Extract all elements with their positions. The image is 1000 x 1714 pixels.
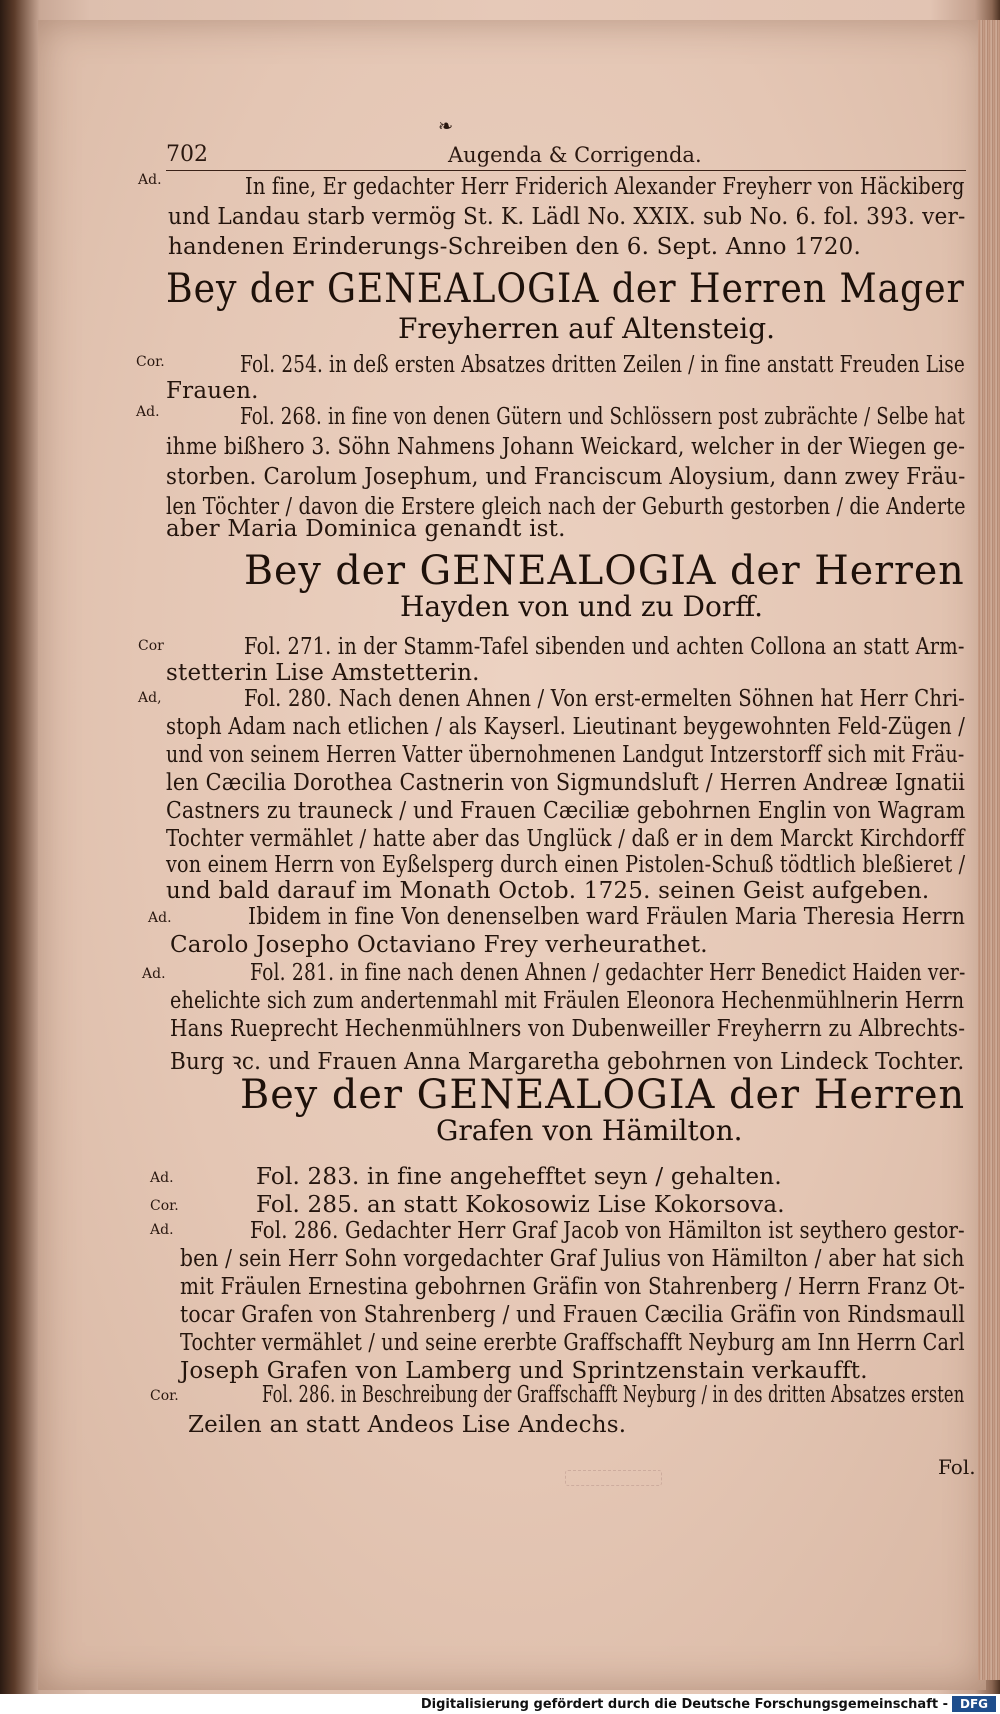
text-line: Hans Rueprecht Hechenmühlners von Dubenweiller Freyherrn zu Albrechts- [170, 1016, 966, 1042]
margin-note: Ad. [150, 1222, 174, 1238]
section-heading: Bey der GENEALOGIA der Herren Mager [166, 266, 965, 312]
text-line: Fol. 285. an statt Kokosowiz Lise Kokorsova. [256, 1192, 785, 1218]
text-line: Joseph Grafen von Lamberg und Sprintzenstain verkaufft. [180, 1358, 868, 1384]
text-line: aber Maria Dominica genandt ist. [166, 516, 566, 542]
running-title: Augenda & Corrigenda. [448, 143, 702, 167]
text-line: Fol. 280. Nach denen Ahnen / Von erst-ermelten Söhnen hat Herr Chri- [244, 686, 965, 712]
section-heading: Bey der GENEALOGIA der Herren [240, 1072, 966, 1118]
text-line: ben / sein Herr Sohn vorgedachter Graf Julius von Hämilton / aber hat sich [180, 1246, 965, 1272]
page-number: 702 [166, 142, 208, 167]
margin-note: Cor. [150, 1198, 179, 1214]
page-edges [978, 20, 1000, 1680]
text-line: Ibidem in fine Von denenselben ward Fräulen Maria Theresia Herrn [248, 904, 966, 930]
text-line: und Landau starb vermög St. K. Lädl No. XXIX. sub No. 6. fol. 393. ver- [168, 204, 966, 230]
section-heading: Bey der GENEALOGIA der Herren [244, 548, 965, 594]
text-line: storben. Carolum Josephum, und Franciscum Aloysium, dann zwey Fräu- [166, 464, 966, 490]
text-line: Fol. 254. in deß ersten Absatzes dritten Zeilen / in fine anstatt Freuden Lise [240, 352, 965, 378]
section-subheading: Freyherren auf Altensteig. [398, 312, 776, 345]
text-line: von einem Herrn von Eyßelsperg durch einen Pistolen-Schuß tödtlich bleßieret / [166, 852, 966, 878]
text-line: len Töchter / davon die Erstere gleich nach der Geburth gestorben / die Anderte [166, 494, 966, 520]
margin-note: Cor. [136, 354, 165, 370]
text-line: Fol. 271. in der Stamm-Tafel sibenden und achten Collona an statt Arm- [244, 634, 965, 660]
text-line: ihme bißhero 3. Söhn Nahmens Johann Weickard, welcher in der Wiegen ge- [166, 434, 966, 460]
dfg-logo[interactable]: DFG [952, 1696, 996, 1712]
margin-note: Ad. [150, 1170, 174, 1186]
margin-note: Ad. [136, 404, 160, 420]
text-line: Fol. 286. Gedachter Herr Graf Jacob von Hämilton ist seythero gestor- [250, 1218, 965, 1244]
section-subheading: Hayden von und zu Dorff. [400, 590, 764, 623]
text-line: handenen Erinderungs-Schreiben den 6. Sept. Anno 1720. [168, 234, 862, 260]
margin-note: Ad. [138, 172, 162, 188]
text-line: Fol. 286. in Beschreibung der Graffschafft Neyburg / in des dritten Absatzes ersten [262, 1382, 965, 1408]
margin-note: Cor. [150, 1388, 179, 1404]
text-line: ehelichte sich zum andertenmahl mit Fräulen Eleonora Hechenmühlnerin Herrn [170, 988, 965, 1014]
text-line: Castners zu trauneck / und Frauen Cæciliæ gebohrnen Englin von Wagram [166, 798, 966, 824]
section-subheading: Grafen von Hämilton. [436, 1114, 743, 1147]
text-line: In fine, Er gedachter Herr Friderich Alexander Freyherr von Häckiberg [245, 174, 965, 200]
margin-note: Ad. [148, 910, 172, 926]
text-line: Fol. 268. in fine von denen Gütern und Schlössern post zubrächte / Selbe hat [240, 404, 965, 430]
text-line: Tochter vermählet / und seine ererbte Graffschafft Neyburg am Inn Herrn Carl [180, 1330, 965, 1356]
header-rule [166, 170, 966, 171]
text-line: Frauen. [166, 378, 259, 404]
text-line: und bald darauf im Monath Octob. 1725. seinen Geist aufgeben. [166, 878, 930, 904]
text-line: Burg ꝛc. und Frauen Anna Margaretha gebohrnen von Lindeck Tochter. [170, 1049, 965, 1075]
margin-note: Cor [138, 638, 164, 654]
faint-stamp-mark [565, 1470, 662, 1486]
text-line: Fol. 283. in fine angehefftet seyn / gehalten. [256, 1164, 782, 1190]
text-line: Tochter vermählet / hatte aber das Unglück / daß er in dem Marckt Kirchdorff [166, 826, 965, 852]
text-line: Fol. 281. in fine nach denen Ahnen / gedachter Herr Benedict Haiden ver- [250, 960, 966, 986]
margin-note: Ad. [142, 966, 166, 982]
text-line: und von seinem Herren Vatter übernohmenen Landgut Intzerstorff sich mit Fräu- [166, 742, 965, 768]
footer-credit: Digitalisierung gefördert durch die Deutsche Forschungsgemeinschaft - [420, 1697, 948, 1712]
text-line: Zeilen an statt Andeos Lise Andechs. [188, 1412, 627, 1438]
text-line: mit Fräulen Ernestina gebohrnen Gräfin von Stahrenberg / Herrn Franz Ot- [180, 1274, 966, 1300]
text-line: tocar Grafen von Stahrenberg / und Frauen Cæcilia Gräfin von Rindsmaull [180, 1302, 966, 1328]
text-line: len Cæcilia Dorothea Castnerin von Sigmundsluft / Herren Andreæ Ignatii [166, 770, 966, 796]
header-ornament: ❧ [438, 116, 454, 137]
catchword: Fol. [938, 1455, 976, 1479]
margin-note: Ad, [138, 690, 162, 706]
text-line: Carolo Josepho Octaviano Frey verheurathet. [170, 932, 708, 958]
text-line: stoph Adam nach etlichen / als Kayserl. Lieutinant beygewohnten Feld-Zügen / [166, 714, 966, 740]
text-line: stetterin Lise Amstetterin. [166, 660, 480, 686]
